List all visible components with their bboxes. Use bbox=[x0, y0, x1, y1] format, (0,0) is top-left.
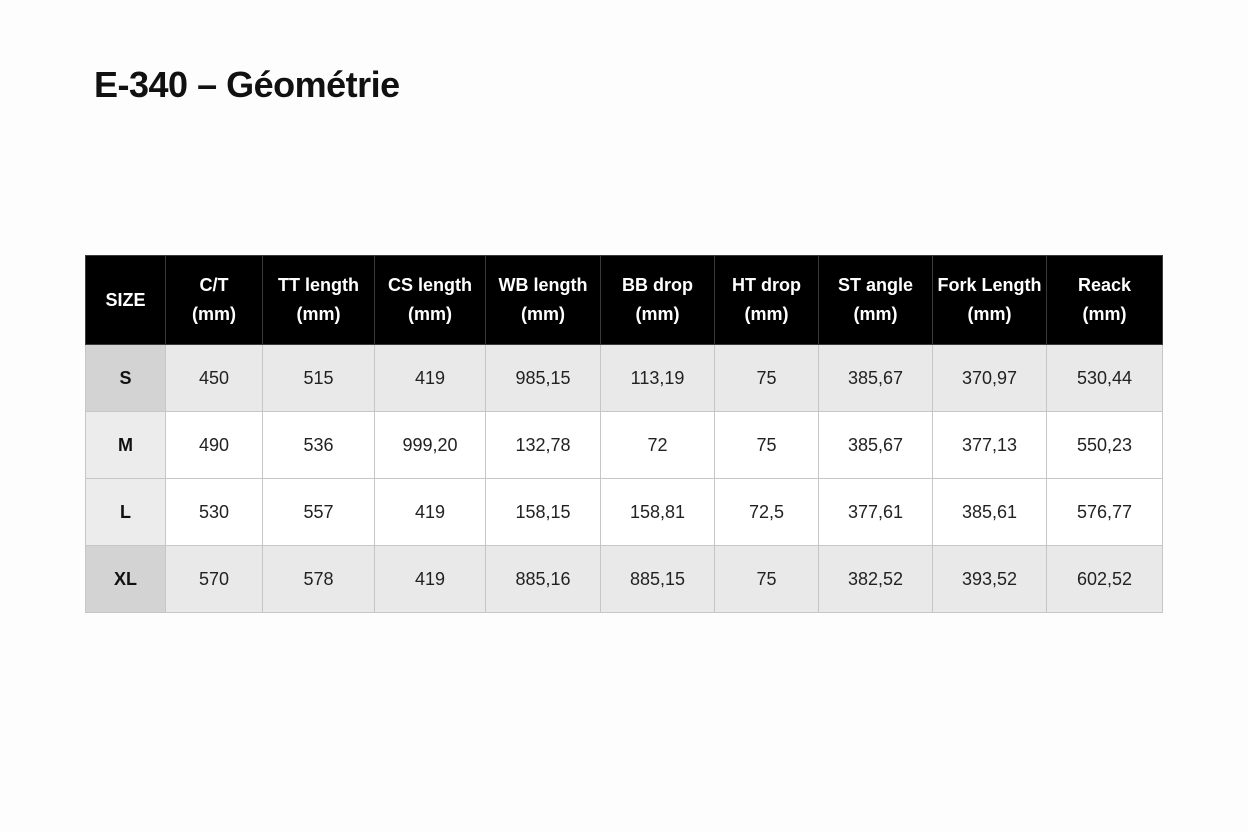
table-cell: 515 bbox=[263, 345, 375, 412]
table-cell: 450 bbox=[166, 345, 263, 412]
table-row-m bbox=[86, 412, 1163, 479]
header-row bbox=[86, 256, 1163, 345]
table-cell: 576,77 bbox=[1047, 479, 1163, 546]
table-cell: 158,15 bbox=[486, 479, 601, 546]
table-cell: 557 bbox=[263, 479, 375, 546]
header-ht-drop: HT drop (mm) bbox=[715, 256, 819, 345]
size-cell: L bbox=[86, 479, 166, 546]
geometry-table bbox=[85, 255, 1163, 613]
table-cell: 385,61 bbox=[933, 479, 1047, 546]
header-cs-length: CS length (mm) bbox=[375, 256, 486, 345]
table-row-l bbox=[86, 479, 1163, 546]
page-title: E-340 – Géométrie bbox=[94, 64, 400, 105]
size-cell: S bbox=[86, 345, 166, 412]
header-fork-length: Fork Length (mm) bbox=[933, 256, 1047, 345]
header-ct: C/T (mm) bbox=[166, 256, 263, 345]
table-cell: 490 bbox=[166, 412, 263, 479]
header-bb-drop: BB drop (mm) bbox=[601, 256, 715, 345]
header-st-angle: ST angle (mm) bbox=[819, 256, 933, 345]
table-cell: 419 bbox=[375, 479, 486, 546]
table-cell: 75 bbox=[715, 546, 819, 613]
table-cell: 72 bbox=[601, 412, 715, 479]
table-cell: 393,52 bbox=[933, 546, 1047, 613]
table-cell: 377,13 bbox=[933, 412, 1047, 479]
table-cell: 985,15 bbox=[486, 345, 601, 412]
table-cell: 570 bbox=[166, 546, 263, 613]
table-cell: 602,52 bbox=[1047, 546, 1163, 613]
table-cell: 419 bbox=[375, 546, 486, 613]
header-reack: Reack (mm) bbox=[1047, 256, 1163, 345]
table-cell: 385,67 bbox=[819, 345, 933, 412]
table-cell: 530 bbox=[166, 479, 263, 546]
table-cell: 382,52 bbox=[819, 546, 933, 613]
table-cell: 370,97 bbox=[933, 345, 1047, 412]
size-cell: XL bbox=[86, 546, 166, 613]
table-cell: 75 bbox=[715, 345, 819, 412]
table-cell: 536 bbox=[263, 412, 375, 479]
table-cell: 132,78 bbox=[486, 412, 601, 479]
table-cell: 75 bbox=[715, 412, 819, 479]
table-cell: 158,81 bbox=[601, 479, 715, 546]
table-cell: 113,19 bbox=[601, 345, 715, 412]
table-row-xl bbox=[86, 546, 1163, 613]
table-cell: 550,23 bbox=[1047, 412, 1163, 479]
table-cell: 72,5 bbox=[715, 479, 819, 546]
table-cell: 885,16 bbox=[486, 546, 601, 613]
table-cell: 377,61 bbox=[819, 479, 933, 546]
header-size: SIZE bbox=[86, 256, 166, 345]
table-cell: 385,67 bbox=[819, 412, 933, 479]
table-row-s bbox=[86, 345, 1163, 412]
size-cell: M bbox=[86, 412, 166, 479]
table-cell: 885,15 bbox=[601, 546, 715, 613]
table-cell: 419 bbox=[375, 345, 486, 412]
table-cell: 999,20 bbox=[375, 412, 486, 479]
table-cell: 530,44 bbox=[1047, 345, 1163, 412]
header-wb-length: WB length (mm) bbox=[486, 256, 601, 345]
table-cell: 578 bbox=[263, 546, 375, 613]
header-tt-length: TT length (mm) bbox=[263, 256, 375, 345]
